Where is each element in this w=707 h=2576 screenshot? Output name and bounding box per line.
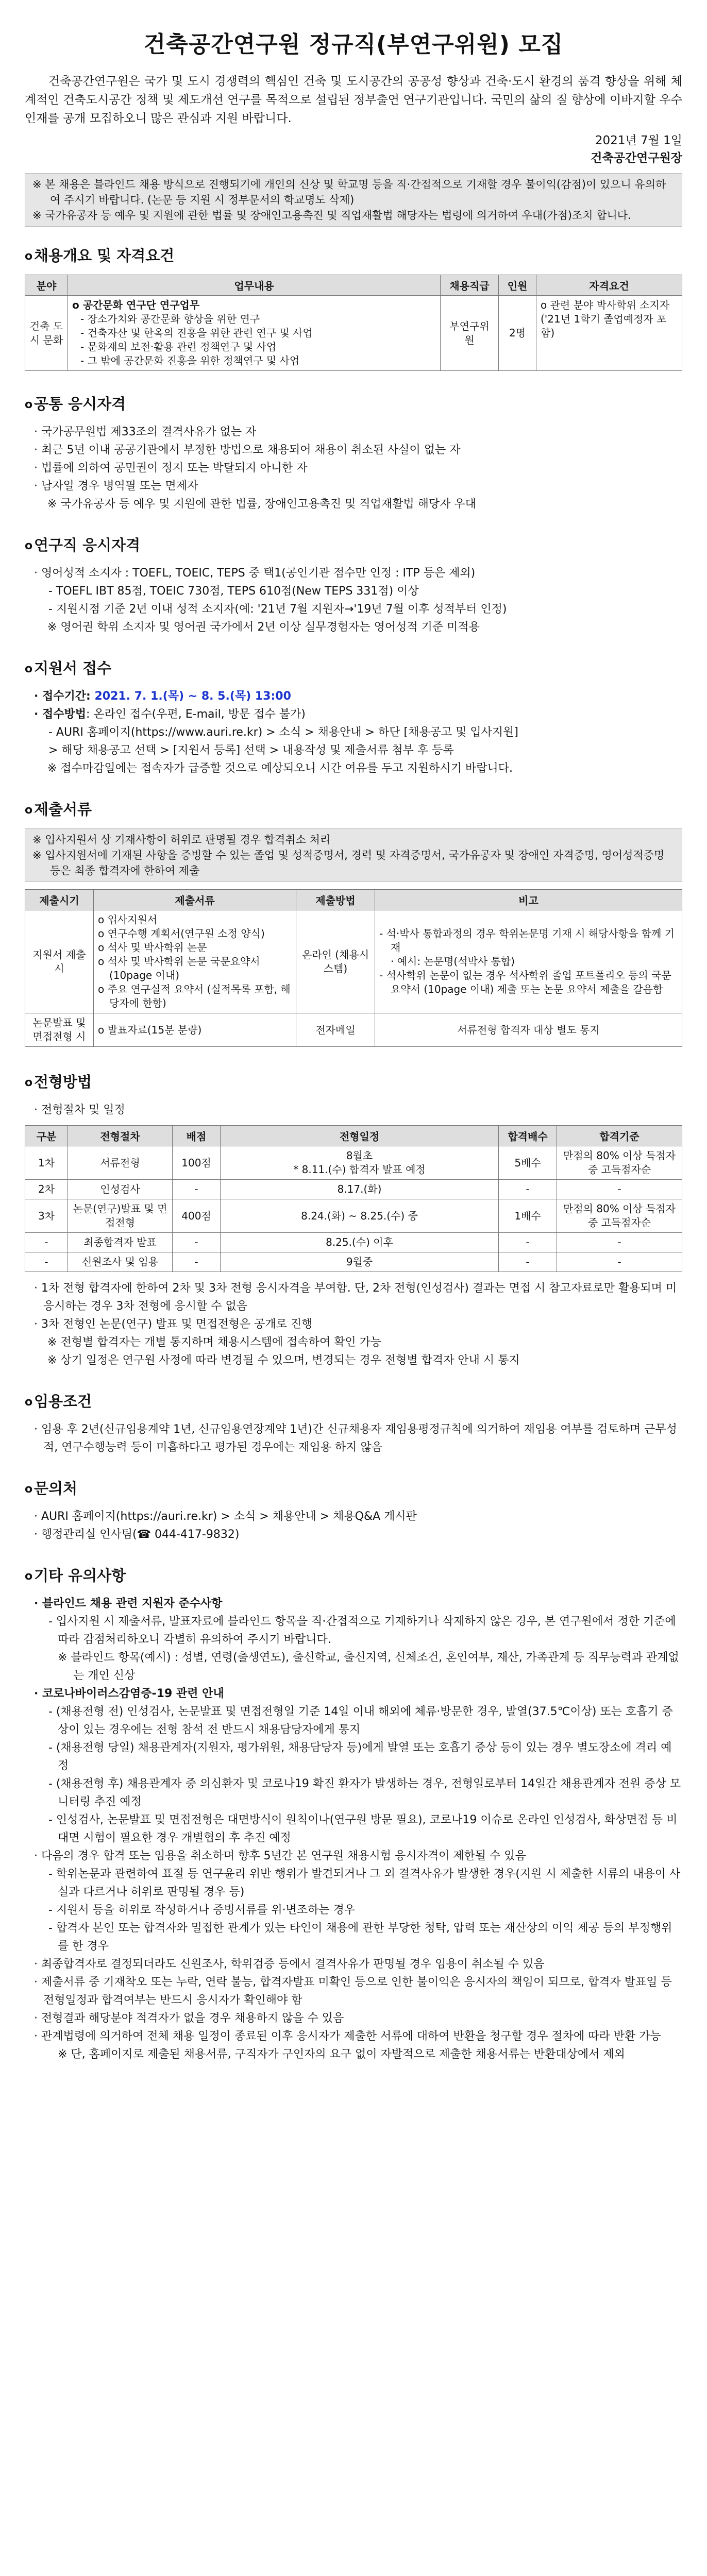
bullet-icon: o	[25, 1396, 33, 1409]
docs-notice-box	[25, 828, 682, 882]
list-heading: · 블라인드 채용 관련 지원자 준수사항	[34, 1597, 223, 1610]
table-header: 업무내용	[68, 275, 441, 296]
list-note: ※ 접수마감일에는 접속자가 급증할 것으로 예상되오니 시간 여유를 두고 지원하시기 바랍니다.	[47, 762, 513, 775]
table-row: 2차 인성검사 - 8.17.(화) - -	[25, 1180, 682, 1199]
list-item: - 합격자 본인 또는 합격자와 밀접한 관계가 있는 타인이 채용에 관한 부당한 청탁, 압력 또는 재산상의 이익 제공 등의 부정행위를 한 경우	[48, 1922, 672, 1953]
table-header: 제출시기	[25, 890, 94, 910]
table-header: 분야	[25, 275, 68, 296]
list-item: · 국가공무원법 제33조의 결격사유가 없는 자	[34, 426, 257, 438]
list-item: - 지원서 등을 허위로 작성하거나 증빙서류를 위·변조하는 경우	[48, 1904, 356, 1917]
list-item: · 영어성적 소지자 : TOEFL, TOEIC, TEPS 중 택1(공인기관 점수만 인정 : ITP 등은 제외)	[34, 567, 476, 580]
bullet-icon: o	[25, 1483, 33, 1496]
table-row: 1차 서류전형 100점 8월초 * 8.11.(수) 합격자 발표 예정 5배수 만점의 80% 이상 득점자 중 고득점자순	[25, 1146, 682, 1180]
list-note: ※ 단, 홈페이지로 제출된 채용서류, 구직자가 구인자의 요구 없이 자발적으로 제출한 채용서류는 반환대상에서 제외	[58, 2048, 625, 2061]
count-cell: 2명	[499, 296, 536, 371]
notice-line: ※ 입사지원서에 기재된 사항을 증빙할 수 있는 졸업 및 성적증명서, 경력 및 자격증명서, 국가유공자 및 장애인 자격증명, 영어성적증명 등은 최종 합격자에 한하여 제출	[32, 849, 665, 877]
page-title: 건축공간연구원 정규직(부연구위원) 모집	[143, 31, 564, 58]
section-title-common: o공통 응시자격	[25, 395, 126, 413]
section-title-contact: o문의처	[25, 1480, 78, 1497]
apply-method: · 접수방법: 온라인 접수(우편, E-mail, 방문 접수 불가)	[34, 708, 306, 721]
table-row: 지원서 제출 시 o 입사지원서 o 연구수행 계획서(연구원 소정 양식) o 석사 및 박사학위 논문 o 석사 및 박사학위 논문 국문요약서 (10page 이내) o 주요 연구실적 요약서 (실적목록 포함, 해당자에 한함) 온라인 (채용시스템) - 석·박사 통합과정의 경우 학위논문명 기재 시 해당사항을 함께 기재 · 예시: 논문명(석박사 통합) - 석사학위 논문이 없는 경우 석사학위 졸업 포트폴리오 등의 국문요약서 (10page 이내) 제출 또는 논문 요약서 제출을 갈음함	[25, 910, 682, 1013]
table-row: 3차 논문(연구)발표 및 면접전형 400점 8.24.(화) ~ 8.25.(수) 중 1배수 만점의 80% 이상 득점자 중 고득점자순	[25, 1199, 682, 1233]
table-header: 합격배수	[499, 1126, 557, 1146]
list-note: ※ 상기 일정은 연구원 사정에 따라 변경될 수 있으며, 변경되는 경우 전형별 합격자 안내 시 통지	[47, 1354, 520, 1367]
list-item: · 전형결과 해당분야 적격자가 없을 경우 채용하지 않을 수 있음	[34, 2012, 344, 2025]
contact-list	[34, 1507, 682, 1544]
table-header: 비고	[375, 890, 682, 910]
bullet-icon: o	[25, 663, 33, 675]
list-note: ※ 영어권 학위 소지자 및 영어권 국가에서 2년 이상 실무경험자는 영어성적 기준 미적용	[47, 621, 480, 634]
process-subtitle: · 전형절차 및 일정	[34, 1104, 125, 1116]
list-item: - 지원시점 기준 2년 이내 성적 소지자(예: '21년 7월 지원자→'19년 7월 이후 성적부터 인정)	[48, 603, 507, 616]
apply-route: > 해당 채용공고 선택 > [지원서 등록] 선택 > 내용작성 및 제출서류 첨부 후 등록	[48, 744, 454, 757]
list-item: · 다음의 경우 합격 또는 임용을 취소하며 향후 5년간 본 연구원 채용시험 응시자격이 제한될 수 있음	[34, 1850, 526, 1862]
field-cell: 건축 도시 문화	[25, 296, 68, 371]
notice-line: ※ 본 채용은 블라인드 채용 방식으로 진행되기에 개인의 신상 및 학교명 등을 직·간접적으로 기재할 경우 불이익(감점)이 있으니 유의하여 주시기 바랍니다. (논문 등 지원 시 정부문서의 학교명도 삭제)	[32, 178, 666, 206]
bullet-icon: o	[25, 398, 33, 411]
list-item: - TOEFL IBT 85점, TOEIC 730점, TEPS 610점(New TEPS 331점) 이상	[48, 585, 419, 598]
blind-notice-box	[25, 173, 682, 227]
apply-period: · 접수기간: 2021. 7. 1.(목) ~ 8. 5.(목) 13:00	[34, 690, 291, 703]
other-list	[34, 1595, 682, 2063]
list-item: - (채용전형 후) 채용관계자 중 의심환자 및 코로나19 확진 환자가 발생하는 경우, 전형일로부터 14일간 채용관계자 전원 증상 모니터링 추진 예정	[48, 1777, 681, 1808]
table-row: - 최종합격자 발표 - 8.25.(수) 이후 - -	[25, 1233, 682, 1252]
process-table	[25, 1125, 682, 1272]
list-item: - (채용전형 전) 인성검사, 논문발표 및 면접전형일 기준 14일 이내 해외에 체류·방문한 경우, 발열(37.5℃이상) 또는 호흡기 증상이 있는 경우에는 전형 참석 전 반드시 채용담당자에게 통지	[48, 1705, 673, 1736]
table-header: 배점	[173, 1126, 221, 1146]
section-title-other: o기타 유의사항	[25, 1567, 126, 1584]
table-header: 제출방법	[296, 890, 375, 910]
list-item: · 관계법령에 의거하여 전체 채용 일정이 종료된 이후 응시자가 제출한 서류에 대하여 반환을 청구할 경우 절차에 따라 반환 가능	[34, 2030, 661, 2043]
section-title-research: o연구직 응시자격	[25, 536, 141, 554]
list-item: - 입사지원 시 제출서류, 발표자료에 블라인드 항목을 직·간접적으로 기재하거나 삭제하지 않은 경우, 본 연구원에서 정한 기준에 따라 감점처리하오니 각별히 유의하여 주시기 바랍니다.	[48, 1615, 676, 1646]
list-item: · 제출서류 중 기재착오 또는 누락, 연락 불능, 합격자발표 미확인 등으로 인한 불이익은 응시자의 책임이 되므로, 합격자 발표일 등 전형일정과 합격여부는 반드시 응시자가 확인해야 함	[34, 1976, 672, 2007]
notice-org: 건축공간연구원장	[591, 151, 682, 165]
bullet-icon: o	[25, 1570, 33, 1583]
list-item: - 학위논문과 관련하여 표절 등 연구윤리 위반 행위가 발견되거나 그 외 결격사유가 발생한 경우(지원 시 제출한 서류의 내용이 사실과 다르거나 허위로 판명될 경우 등)	[48, 1868, 681, 1899]
section-title-process: o전형방법	[25, 1073, 92, 1091]
list-note: ※ 전형별 합격자는 개별 통지하며 채용시스템에 접속하여 확인 가능	[47, 1336, 382, 1349]
apply-route: - AURI 홈페이지(https://www.auri.re.kr) > 소식 > 채용안내 > 하단 [채용공고 및 입사지원]	[48, 726, 518, 739]
notice-line: ※ 국가유공자 등 예우 및 지원에 관한 법률 및 장애인고용촉진 및 직업재활법 해당자는 법령에 의거하여 우대(가점)조치 합니다.	[32, 209, 631, 222]
notice-date: 2021년 7월 1일	[595, 134, 682, 147]
bullet-icon: o	[25, 539, 33, 552]
common-qual-list	[34, 423, 682, 513]
intro-paragraph: 건축공간연구원은 국가 및 도시 경쟁력의 핵심인 건축 및 도시공간의 공공성 향상과 건축·도시 환경의 품격 향상을 위해 체계적인 건축도시공간 정책 및 제도개선 연구를 목적으로 설립된 정부출연 연구기관입니다. 국민의 삶의 질 향상에 이바지할 우수인재를 공개 모집하오니 많은 관심과 지원 바랍니다.	[25, 75, 682, 125]
apply-list	[34, 687, 682, 777]
list-heading: · 코로나바이러스감염증-19 관련 안내	[34, 1687, 224, 1700]
bullet-icon: o	[25, 250, 33, 263]
table-header: 제출서류	[94, 890, 296, 910]
table-row: - 신원조사 및 임용 - 9월중 - -	[25, 1252, 682, 1272]
list-item: · 3차 전형인 논문(연구) 발표 및 면접전형은 공개로 진행	[34, 1318, 313, 1331]
list-item: · 남자일 경우 병역필 또는 면제자	[34, 480, 198, 493]
table-header: 인원	[499, 275, 536, 296]
list-note: ※ 블라인드 항목(예시) : 성별, 연령(출생연도), 출신학교, 출신지역, 신체조건, 혼인여부, 재산, 가족관계 등 직무능력과 관계없는 개인 신상	[58, 1651, 679, 1682]
section-title-overview: o채용개요 및 자격요건	[25, 247, 175, 264]
table-header: 전형일정	[221, 1126, 499, 1146]
duty-cell: o 공간문화 연구단 연구업무 - 장소가치와 공간문화 향상을 위한 연구 - 건축자산 및 한옥의 진흥을 위한 관련 연구 및 사업 - 문화재의 보전·활용 관련 정책연구 및 사업 - 그 밖에 공간문화 진흥을 위한 정책연구 및 사업	[68, 296, 441, 371]
bullet-icon: o	[25, 804, 33, 817]
notice-line: ※ 입사지원서 상 기재사항이 허위로 판명될 경우 합격취소 처리	[32, 834, 331, 846]
bullet-icon: o	[25, 1076, 33, 1089]
process-notes	[34, 1279, 682, 1369]
table-header: 합격기준	[557, 1126, 682, 1146]
list-item: · 1차 전형 합격자에 한하여 2차 및 3차 전형 응시자격을 부여함. 단, 2차 전형(인성검사) 결과는 면접 시 참고자료로만 활용되며 미 응시하는 경우 3차 전형에 응시할 수 없음	[34, 1282, 677, 1313]
list-item: · 법률에 의하여 공민권이 정지 또는 박탈되지 아니한 자	[34, 462, 308, 474]
overview-table	[25, 275, 682, 371]
docs-table	[25, 889, 682, 1047]
list-note: ※ 국가유공자 등 예우 및 지원에 관한 법률, 장애인고용촉진 및 직업재활법 해당자 우대	[47, 498, 476, 511]
table-header: 전형절차	[68, 1126, 173, 1146]
list-item: - 인성검사, 논문발표 및 면접전형은 대면방식이 원칙이나(연구원 방문 필요), 코로나19 이슈로 온라인 인성검사, 화상면접 등 비대면 시험이 필요한 경우 개별협의 후 추진 예정	[48, 1814, 678, 1844]
section-title-apply: o지원서 접수	[25, 659, 112, 677]
research-qual-list	[34, 564, 682, 636]
table-header: 구분	[25, 1126, 68, 1146]
table-header: 채용직급	[441, 275, 499, 296]
contact-item: · 행정관리실 인사팀(☎ 044-417-9832)	[34, 1528, 240, 1541]
list-item: · 최종합격자로 결정되더라도 신원조사, 학위검증 등에서 결격사유가 판명될 경우 임용이 취소될 수 있음	[34, 1958, 545, 1971]
qual-cell: o 관련 분야 박사학위 소지자('21년 1학기 졸업예정자 포함)	[536, 296, 682, 371]
list-item: · 최근 5년 이내 공공기관에서 부정한 방법으로 채용되어 채용이 취소된 사실이 없는 자	[34, 444, 461, 456]
conditions-text: · 임용 후 2년(신규임용계약 1년, 신규임용연장계약 1년)간 신규채용자 재임용평정규칙에 의거하여 재임용 여부를 검토하며 근무성적, 연구수행능력 등이 미흡하다고 평가된 경우에는 재임용 하지 않음	[34, 1423, 677, 1454]
table-header: 자격요건	[536, 275, 682, 296]
list-item: - (채용전형 당일) 채용관계자(지원자, 평가위원, 채용담당자 등)에게 발열 또는 호흡기 증상 등이 있는 경우 별도장소에 격리 예정	[48, 1741, 672, 1772]
contact-item: · AURI 홈페이지(https://auri.re.kr) > 소식 > 채용안내 > 채용Q&A 게시판	[34, 1510, 417, 1523]
rank-cell: 부연구위원	[441, 296, 499, 371]
section-title-docs: o제출서류	[25, 801, 92, 818]
table-row: 논문발표 및 면접전형 시 o 발표자료(15분 분량) 전자메일 서류전형 합격자 대상 별도 통지	[25, 1013, 682, 1047]
section-title-conditions: o임용조건	[25, 1393, 92, 1410]
